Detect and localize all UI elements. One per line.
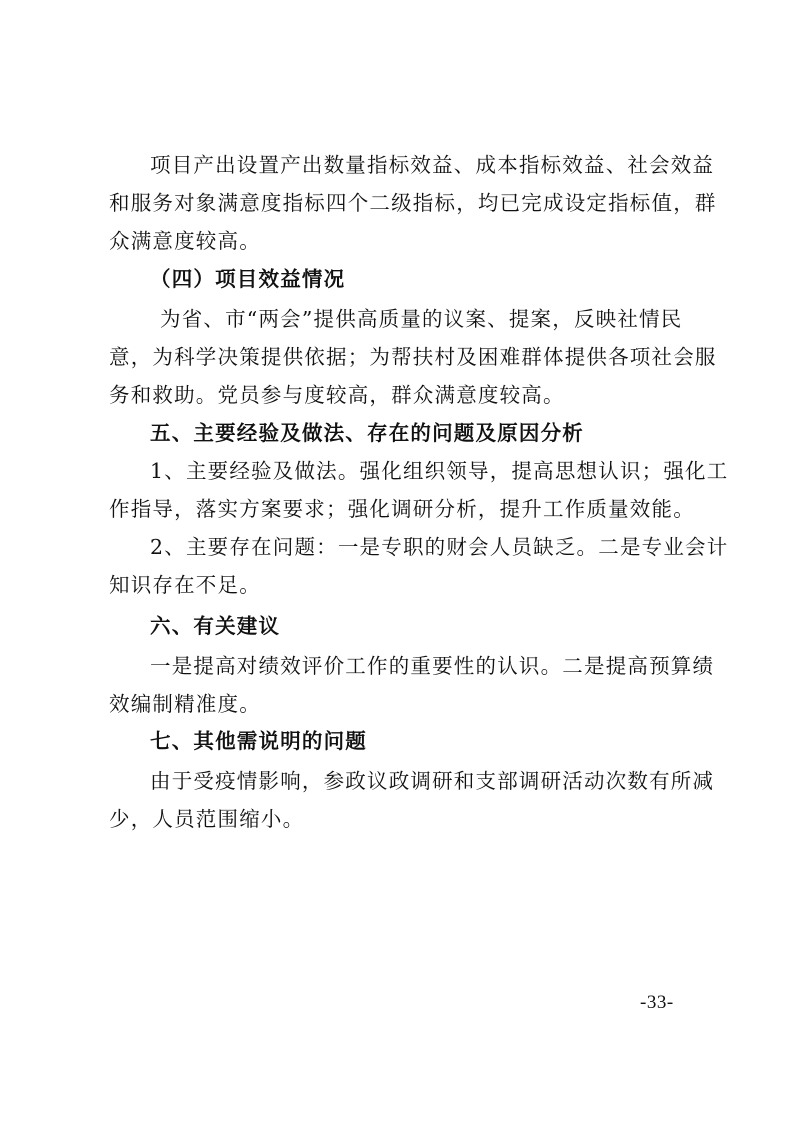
paragraph-line: 1、主要经验及做法。强化组织领导，提高思想认识；强化工 [150, 459, 729, 483]
section-heading: 七、其他需说明的问题 [150, 729, 367, 753]
paragraph-line: 和服务对象满意度指标四个二级指标，均已完成设定指标值，群 [109, 191, 717, 215]
paragraph-line: 众满意度较高。 [109, 229, 261, 253]
page-number: -33- [640, 992, 674, 1013]
section-heading: （四）项目效益情况 [150, 267, 346, 291]
paragraph-line: 由于受疫情影响，参政议政调研和支部调研活动次数有所减 [150, 769, 715, 793]
paragraph-line: 意，为科学决策提供依据；为帮扶村及困难群体提供各项社会服 [109, 345, 717, 369]
paragraph-line: 项目产出设置产出数量指标效益、成本指标效益、社会效益 [150, 153, 715, 177]
section-heading: 五、主要经验及做法、存在的问题及原因分析 [150, 421, 584, 445]
paragraph-line: 效编制精准度。 [109, 692, 261, 716]
paragraph-line: 务和救助。党员参与度较高，群众满意度较高。 [109, 383, 565, 407]
section-heading: 六、有关建议 [150, 614, 281, 638]
paragraph-line: 少，人员范围缩小。 [109, 807, 305, 831]
paragraph-line: 作指导，落实方案要求；强化调研分析，提升工作质量效能。 [109, 497, 695, 521]
paragraph-line: 为省、市“两会”提供高质量的议案、提案，反映社情民 [160, 307, 683, 331]
paragraph-line: 2、主要存在问题：一是专职的财会人员缺乏。二是专业会计 [150, 535, 729, 559]
paragraph-line: 知识存在不足。 [109, 573, 261, 597]
paragraph-line: 一是提高对绩效评价工作的重要性的认识。二是提高预算绩 [150, 654, 715, 678]
